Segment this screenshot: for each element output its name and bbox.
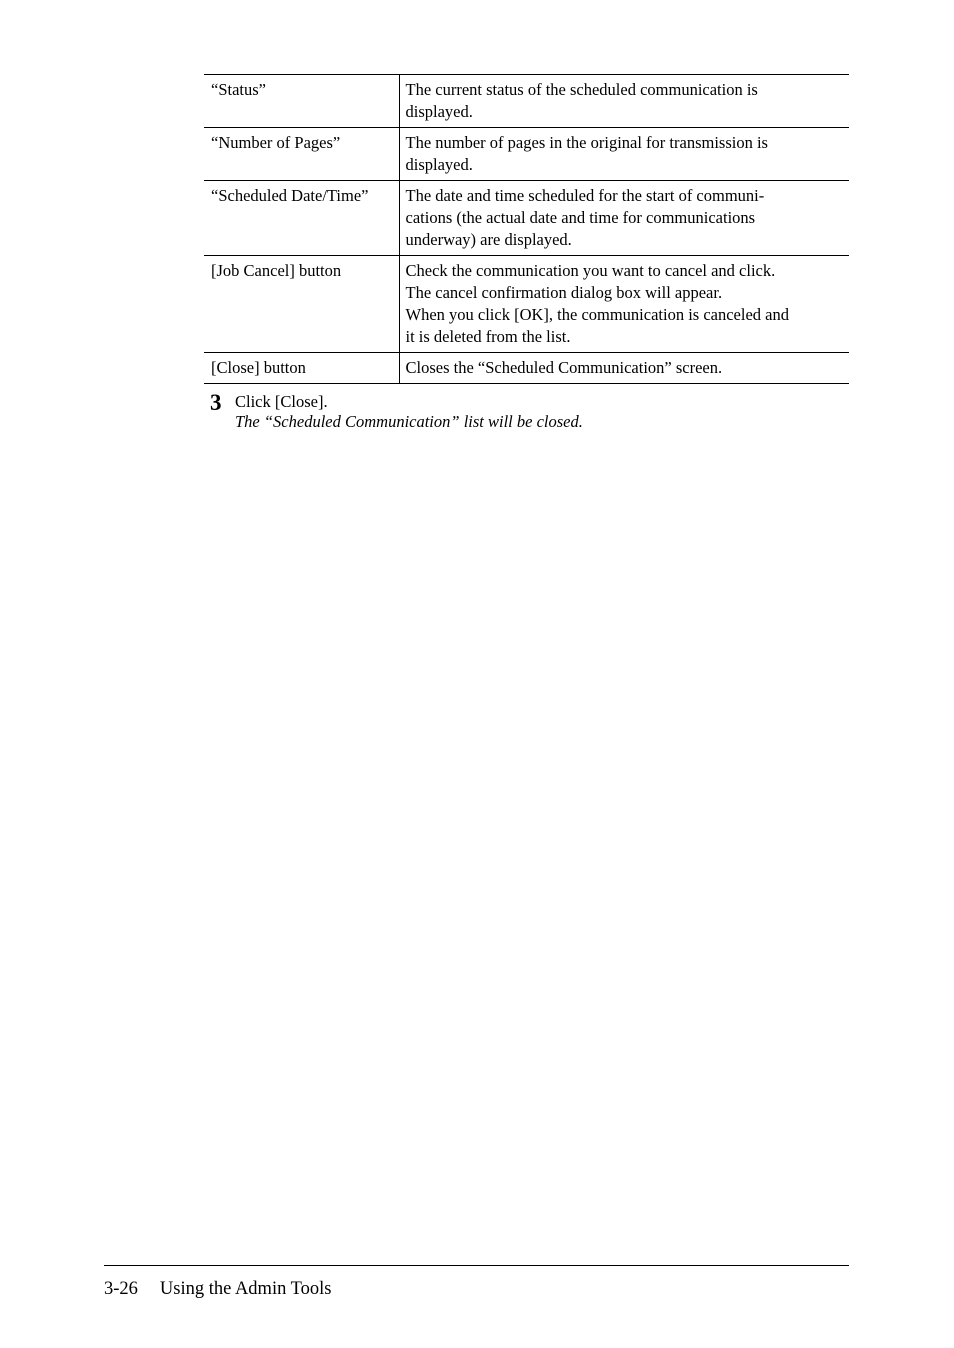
table-row bbox=[204, 353, 849, 384]
table-item-label: “Scheduled Date/Time” bbox=[204, 181, 399, 256]
description-line: The number of pages in the original for transmission is bbox=[405, 133, 768, 152]
table-item-label: “Status” bbox=[204, 75, 399, 128]
table-item-description bbox=[399, 353, 849, 384]
table-row bbox=[204, 75, 849, 128]
description-line: Check the communication you want to cancel and click. bbox=[405, 261, 776, 280]
description-line: displayed. bbox=[405, 155, 473, 174]
description-line: When you click [OK], the communication is canceled and bbox=[405, 305, 789, 324]
table-body bbox=[204, 75, 849, 384]
description-line: The date and time scheduled for the start of communi- bbox=[405, 186, 765, 205]
description-line: underway) are displayed. bbox=[405, 230, 572, 249]
table-item-description bbox=[399, 75, 849, 128]
table-item-label: [Job Cancel] button bbox=[204, 256, 399, 353]
step-result: The “Scheduled Communication” list will be closed. bbox=[235, 412, 583, 431]
description-line: The cancel confirmation dialog box will appear. bbox=[405, 283, 723, 302]
step-body bbox=[235, 392, 835, 432]
table-item-description bbox=[399, 256, 849, 353]
description-line: cations (the actual date and time for communications bbox=[405, 208, 756, 227]
description-line: The current status of the scheduled communication is bbox=[405, 80, 758, 99]
description-table-container bbox=[204, 74, 849, 384]
page-number: 3-26 bbox=[104, 1279, 138, 1299]
table-item-label: [Close] button bbox=[204, 353, 399, 384]
step-instruction: Click [Close]. bbox=[235, 392, 328, 411]
page-footer bbox=[104, 1277, 331, 1301]
table-row bbox=[204, 256, 849, 353]
description-table bbox=[204, 74, 849, 384]
table-row bbox=[204, 181, 849, 256]
step-number: 3 bbox=[210, 390, 222, 415]
description-line: it is deleted from the list. bbox=[405, 327, 571, 346]
description-line: Closes the “Scheduled Communication” screen. bbox=[405, 358, 723, 377]
table-item-description bbox=[399, 181, 849, 256]
description-line: displayed. bbox=[405, 102, 473, 121]
table-item-description bbox=[399, 128, 849, 181]
table-row bbox=[204, 128, 849, 181]
section-title: Using the Admin Tools bbox=[159, 1279, 332, 1299]
table-item-label: “Number of Pages” bbox=[204, 128, 399, 181]
footer-divider bbox=[104, 1265, 849, 1266]
